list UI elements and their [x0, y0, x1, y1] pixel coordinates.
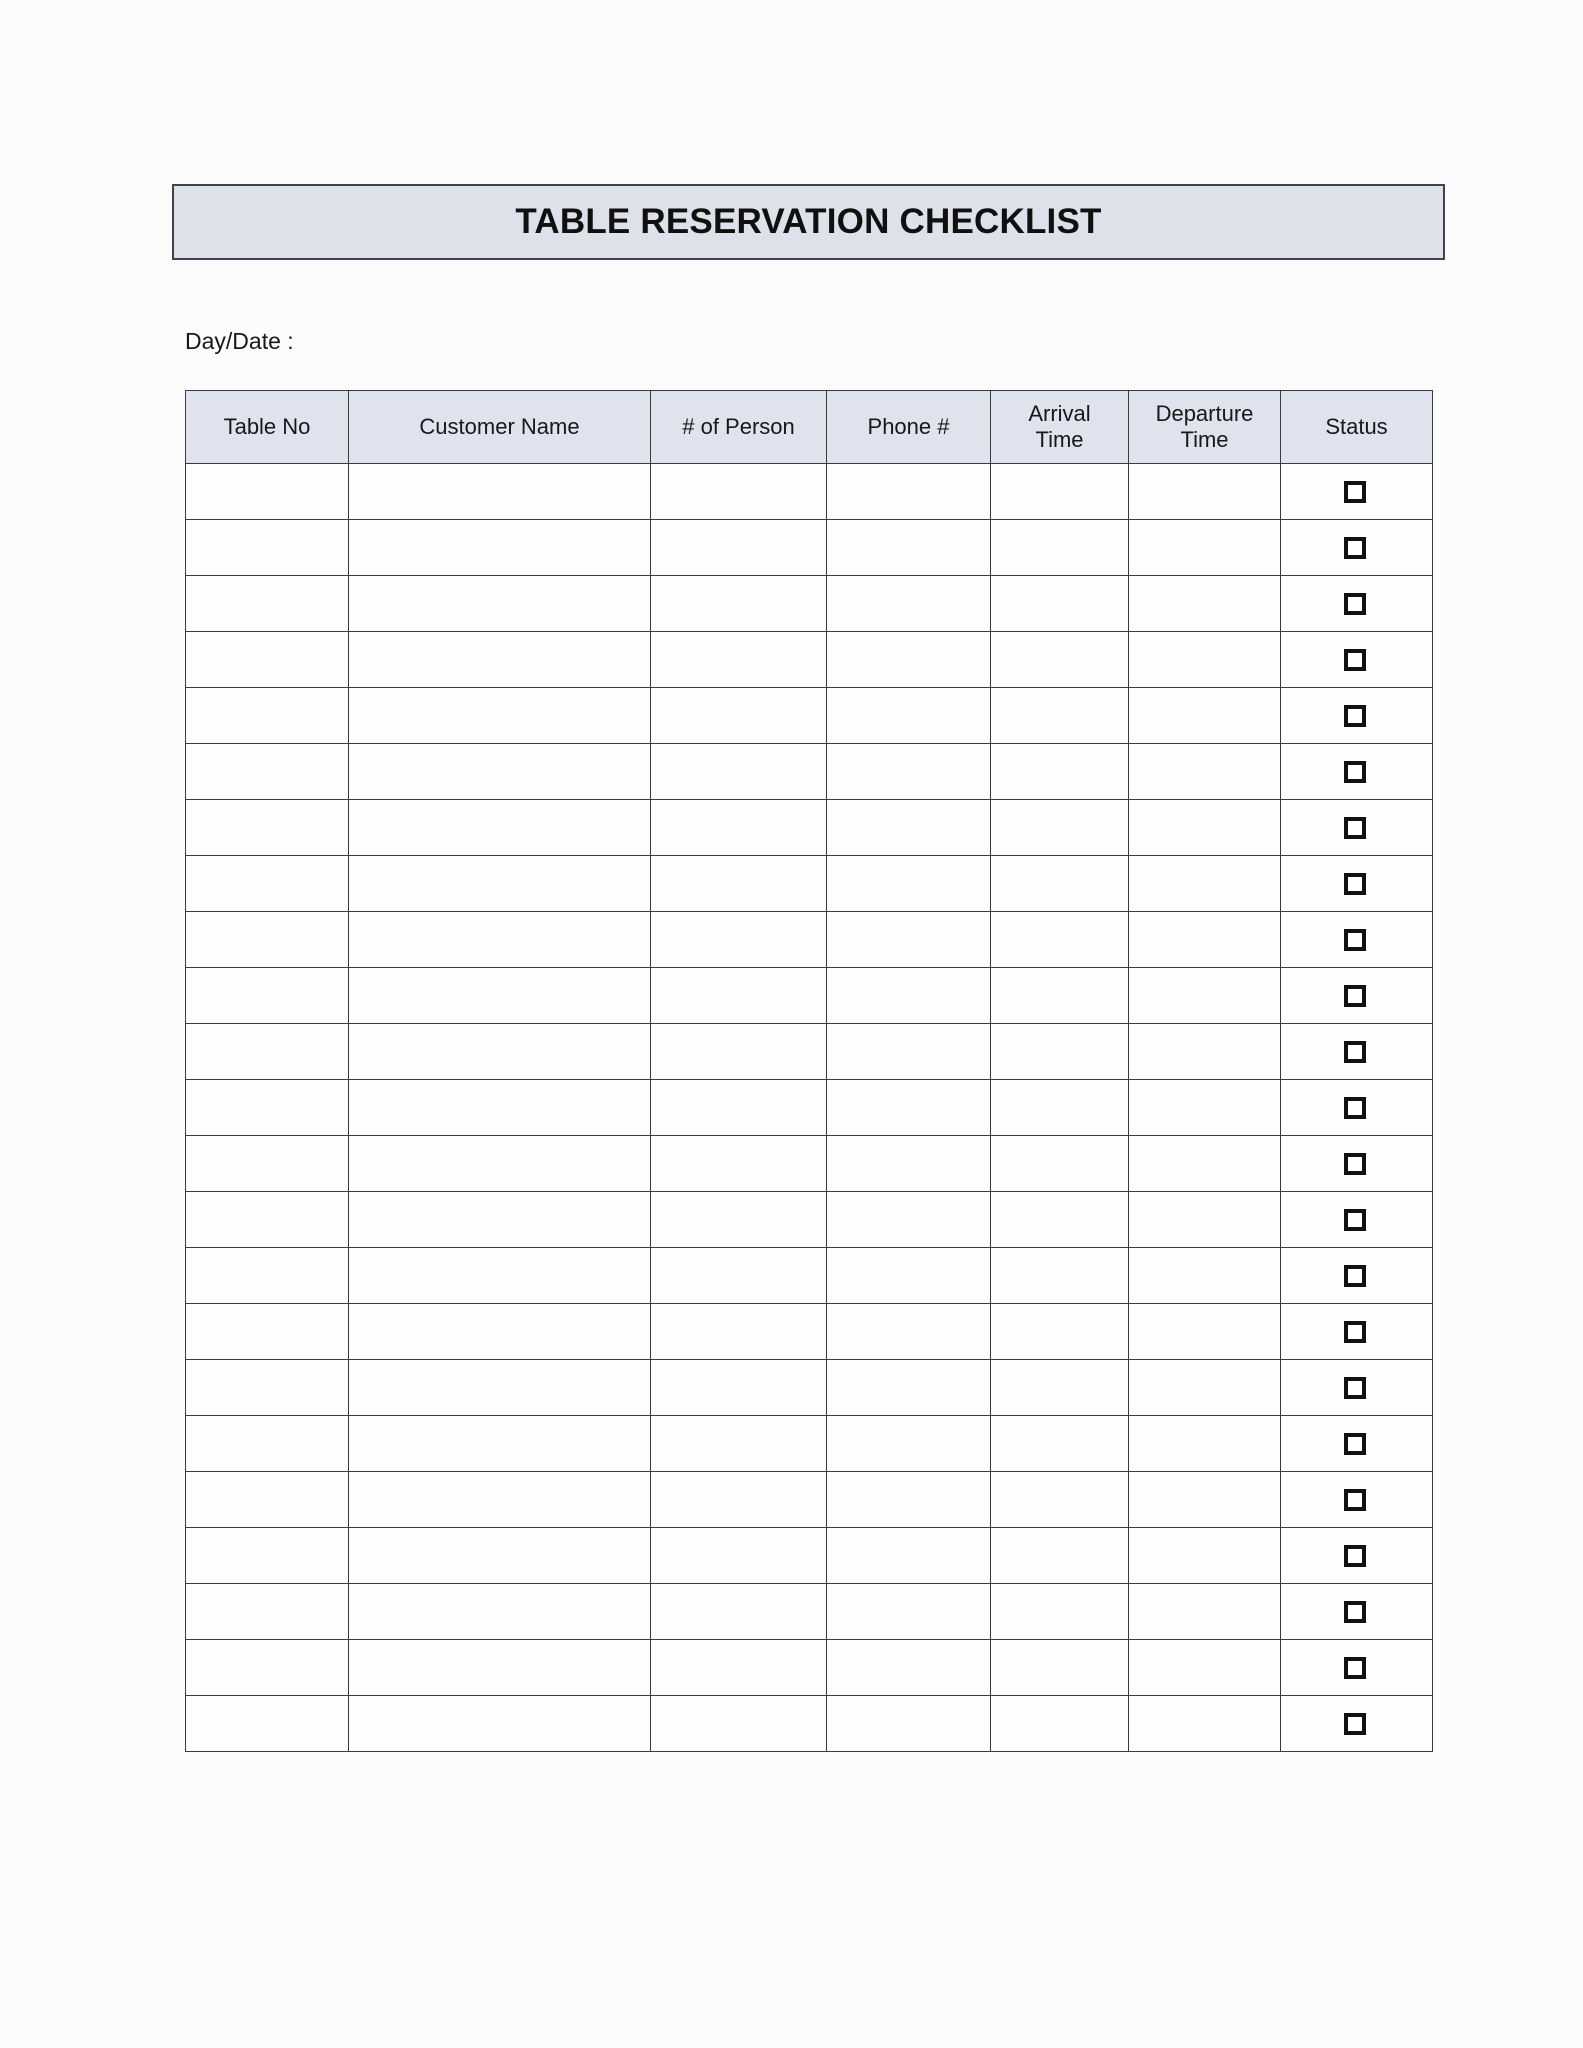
cell-customer-name[interactable]: [349, 1528, 651, 1584]
cell-status[interactable]: [1281, 856, 1433, 912]
status-checkbox-icon[interactable]: [1344, 1601, 1366, 1623]
cell-phone[interactable]: [827, 800, 991, 856]
cell-status[interactable]: [1281, 576, 1433, 632]
column-header-departure-time: [1129, 391, 1281, 464]
cell-customer-name[interactable]: [349, 1024, 651, 1080]
cell-arrival-time[interactable]: [991, 520, 1129, 576]
cell-num-of-person[interactable]: [651, 1640, 827, 1696]
cell-table-no[interactable]: [186, 1192, 349, 1248]
table-row: [186, 520, 1433, 576]
cell-table-no[interactable]: [186, 1080, 349, 1136]
table-row: [186, 800, 1433, 856]
cell-num-of-person[interactable]: [651, 576, 827, 632]
cell-phone[interactable]: [827, 1528, 991, 1584]
cell-arrival-time[interactable]: [991, 856, 1129, 912]
status-checkbox-icon[interactable]: [1344, 761, 1366, 783]
cell-departure-time[interactable]: [1129, 800, 1281, 856]
table-row: [186, 1136, 1433, 1192]
table-row: [186, 912, 1433, 968]
cell-phone[interactable]: [827, 1304, 991, 1360]
cell-arrival-time[interactable]: [991, 912, 1129, 968]
cell-arrival-time[interactable]: [991, 1024, 1129, 1080]
table-row: [186, 1472, 1433, 1528]
cell-customer-name[interactable]: [349, 744, 651, 800]
cell-status[interactable]: [1281, 912, 1433, 968]
cell-status[interactable]: [1281, 1192, 1433, 1248]
cell-table-no[interactable]: [186, 912, 349, 968]
status-checkbox-icon[interactable]: [1344, 593, 1366, 615]
table-row: [186, 1360, 1433, 1416]
cell-arrival-time[interactable]: [991, 1528, 1129, 1584]
cell-table-no[interactable]: [186, 1248, 349, 1304]
cell-departure-time[interactable]: [1129, 1248, 1281, 1304]
table-row: [186, 1584, 1433, 1640]
status-checkbox-icon[interactable]: [1344, 1713, 1366, 1735]
cell-departure-time[interactable]: [1129, 856, 1281, 912]
cell-num-of-person[interactable]: [651, 1080, 827, 1136]
cell-status[interactable]: [1281, 688, 1433, 744]
table-row: [186, 1192, 1433, 1248]
cell-status[interactable]: [1281, 1640, 1433, 1696]
cell-departure-time[interactable]: [1129, 1192, 1281, 1248]
cell-arrival-time[interactable]: [991, 1136, 1129, 1192]
cell-table-no[interactable]: [186, 968, 349, 1024]
cell-num-of-person[interactable]: [651, 856, 827, 912]
status-checkbox-icon[interactable]: [1344, 1321, 1366, 1343]
cell-status[interactable]: [1281, 1304, 1433, 1360]
cell-departure-time[interactable]: [1129, 1304, 1281, 1360]
cell-status[interactable]: [1281, 800, 1433, 856]
table-row: [186, 464, 1433, 520]
cell-arrival-time[interactable]: [991, 688, 1129, 744]
cell-arrival-time[interactable]: [991, 1416, 1129, 1472]
departure-time-line-2: Time: [1180, 427, 1229, 452]
cell-status[interactable]: [1281, 1416, 1433, 1472]
cell-customer-name[interactable]: [349, 1192, 651, 1248]
cell-table-no[interactable]: [186, 1024, 349, 1080]
cell-customer-name[interactable]: [349, 1696, 651, 1752]
cell-num-of-person[interactable]: [651, 520, 827, 576]
status-checkbox-icon[interactable]: [1344, 649, 1366, 671]
cell-departure-time[interactable]: [1129, 1640, 1281, 1696]
cell-departure-time[interactable]: [1129, 632, 1281, 688]
cell-table-no[interactable]: [186, 1472, 349, 1528]
cell-arrival-time[interactable]: [991, 1360, 1129, 1416]
table-row: [186, 1080, 1433, 1136]
cell-table-no[interactable]: [186, 1640, 349, 1696]
status-checkbox-icon[interactable]: [1344, 817, 1366, 839]
cell-num-of-person[interactable]: [651, 1584, 827, 1640]
cell-departure-time[interactable]: [1129, 1416, 1281, 1472]
cell-num-of-person[interactable]: [651, 464, 827, 520]
cell-customer-name[interactable]: [349, 1360, 651, 1416]
arrival-time-line-1: Arrival: [1028, 401, 1091, 427]
cell-phone[interactable]: [827, 520, 991, 576]
cell-phone[interactable]: [827, 1360, 991, 1416]
cell-num-of-person[interactable]: [651, 912, 827, 968]
cell-customer-name[interactable]: [349, 1584, 651, 1640]
cell-phone[interactable]: [827, 1080, 991, 1136]
cell-arrival-time[interactable]: [991, 1696, 1129, 1752]
table-row: [186, 1528, 1433, 1584]
cell-phone[interactable]: [827, 1640, 991, 1696]
column-header-phone: Phone #: [827, 391, 991, 464]
cell-table-no[interactable]: [186, 856, 349, 912]
cell-num-of-person[interactable]: [651, 632, 827, 688]
cell-arrival-time[interactable]: [991, 968, 1129, 1024]
cell-num-of-person[interactable]: [651, 1472, 827, 1528]
cell-num-of-person[interactable]: [651, 1528, 827, 1584]
cell-customer-name[interactable]: [349, 1248, 651, 1304]
table-row: [186, 1416, 1433, 1472]
cell-departure-time[interactable]: [1129, 1024, 1281, 1080]
cell-status[interactable]: [1281, 1080, 1433, 1136]
cell-status[interactable]: [1281, 744, 1433, 800]
cell-phone[interactable]: [827, 968, 991, 1024]
cell-arrival-time[interactable]: [991, 744, 1129, 800]
cell-num-of-person[interactable]: [651, 800, 827, 856]
table-row: [186, 1304, 1433, 1360]
cell-arrival-time[interactable]: [991, 800, 1129, 856]
status-checkbox-icon[interactable]: [1344, 1041, 1366, 1063]
status-checkbox-icon[interactable]: [1344, 929, 1366, 951]
cell-arrival-time[interactable]: [991, 1248, 1129, 1304]
cell-table-no[interactable]: [186, 1416, 349, 1472]
table-row: [186, 576, 1433, 632]
cell-num-of-person[interactable]: [651, 1416, 827, 1472]
table-body: [186, 464, 1433, 1752]
cell-phone[interactable]: [827, 1696, 991, 1752]
cell-customer-name[interactable]: [349, 1640, 651, 1696]
cell-table-no[interactable]: [186, 1696, 349, 1752]
cell-table-no[interactable]: [186, 1528, 349, 1584]
cell-arrival-time[interactable]: [991, 1640, 1129, 1696]
cell-phone[interactable]: [827, 1248, 991, 1304]
cell-status[interactable]: [1281, 1528, 1433, 1584]
table-row: [186, 632, 1433, 688]
status-checkbox-icon[interactable]: [1344, 1377, 1366, 1399]
column-header-customer-name: Customer Name: [349, 391, 651, 464]
cell-arrival-time[interactable]: [991, 1304, 1129, 1360]
cell-num-of-person[interactable]: [651, 1248, 827, 1304]
status-checkbox-icon[interactable]: [1344, 705, 1366, 727]
cell-status[interactable]: [1281, 1360, 1433, 1416]
cell-status[interactable]: [1281, 1696, 1433, 1752]
cell-num-of-person[interactable]: [651, 1136, 827, 1192]
status-checkbox-icon[interactable]: [1344, 1433, 1366, 1455]
cell-phone[interactable]: [827, 1192, 991, 1248]
page-title: TABLE RESERVATION CHECKLIST: [515, 202, 1102, 241]
cell-phone[interactable]: [827, 1472, 991, 1528]
cell-customer-name[interactable]: [349, 800, 651, 856]
status-checkbox-icon[interactable]: [1344, 873, 1366, 895]
day-date-label: Day/Date :: [185, 328, 294, 354]
cell-num-of-person[interactable]: [651, 1024, 827, 1080]
cell-departure-time[interactable]: [1129, 912, 1281, 968]
cell-customer-name[interactable]: [349, 1472, 651, 1528]
cell-departure-time[interactable]: [1129, 1472, 1281, 1528]
table-header: [186, 391, 1433, 464]
cell-table-no[interactable]: [186, 1304, 349, 1360]
cell-table-no[interactable]: [186, 632, 349, 688]
status-checkbox-icon[interactable]: [1344, 1209, 1366, 1231]
status-checkbox-icon[interactable]: [1344, 1153, 1366, 1175]
cell-departure-time[interactable]: [1129, 1696, 1281, 1752]
cell-phone[interactable]: [827, 1416, 991, 1472]
column-header-table-no: Table No: [186, 391, 349, 464]
table-row: [186, 968, 1433, 1024]
cell-status[interactable]: [1281, 1584, 1433, 1640]
cell-num-of-person[interactable]: [651, 1304, 827, 1360]
cell-table-no[interactable]: [186, 520, 349, 576]
cell-customer-name[interactable]: [349, 1304, 651, 1360]
cell-num-of-person[interactable]: [651, 1360, 827, 1416]
cell-phone[interactable]: [827, 576, 991, 632]
cell-departure-time[interactable]: [1129, 1528, 1281, 1584]
cell-phone[interactable]: [827, 464, 991, 520]
cell-departure-time[interactable]: [1129, 1360, 1281, 1416]
cell-customer-name[interactable]: [349, 576, 651, 632]
cell-phone[interactable]: [827, 688, 991, 744]
table-row: [186, 1640, 1433, 1696]
status-checkbox-icon[interactable]: [1344, 1489, 1366, 1511]
cell-customer-name[interactable]: [349, 464, 651, 520]
cell-table-no[interactable]: [186, 688, 349, 744]
cell-arrival-time[interactable]: [991, 1080, 1129, 1136]
cell-status[interactable]: [1281, 520, 1433, 576]
cell-customer-name[interactable]: [349, 968, 651, 1024]
cell-customer-name[interactable]: [349, 632, 651, 688]
cell-table-no[interactable]: [186, 464, 349, 520]
cell-num-of-person[interactable]: [651, 1192, 827, 1248]
status-checkbox-icon[interactable]: [1344, 1265, 1366, 1287]
cell-table-no[interactable]: [186, 744, 349, 800]
cell-customer-name[interactable]: [349, 1080, 651, 1136]
cell-arrival-time[interactable]: [991, 632, 1129, 688]
cell-phone[interactable]: [827, 1024, 991, 1080]
cell-arrival-time[interactable]: [991, 464, 1129, 520]
cell-departure-time[interactable]: [1129, 744, 1281, 800]
table-row: [186, 744, 1433, 800]
cell-arrival-time[interactable]: [991, 1584, 1129, 1640]
cell-departure-time[interactable]: [1129, 576, 1281, 632]
table-row: [186, 1248, 1433, 1304]
cell-num-of-person[interactable]: [651, 744, 827, 800]
column-header-arrival-time: [991, 391, 1129, 464]
cell-status[interactable]: [1281, 632, 1433, 688]
cell-phone[interactable]: [827, 632, 991, 688]
cell-status[interactable]: [1281, 968, 1433, 1024]
cell-customer-name[interactable]: [349, 688, 651, 744]
cell-departure-time[interactable]: [1129, 1136, 1281, 1192]
reservation-table: [185, 390, 1433, 1752]
status-checkbox-icon[interactable]: [1344, 481, 1366, 503]
cell-arrival-time[interactable]: [991, 1192, 1129, 1248]
column-header-status: Status: [1281, 391, 1433, 464]
cell-customer-name[interactable]: [349, 856, 651, 912]
cell-table-no[interactable]: [186, 1584, 349, 1640]
cell-status[interactable]: [1281, 464, 1433, 520]
cell-customer-name[interactable]: [349, 1416, 651, 1472]
cell-departure-time[interactable]: [1129, 968, 1281, 1024]
status-checkbox-icon[interactable]: [1344, 1545, 1366, 1567]
cell-departure-time[interactable]: [1129, 1080, 1281, 1136]
status-checkbox-icon[interactable]: [1344, 1097, 1366, 1119]
cell-phone[interactable]: [827, 1584, 991, 1640]
cell-phone[interactable]: [827, 1136, 991, 1192]
cell-departure-time[interactable]: [1129, 1584, 1281, 1640]
cell-customer-name[interactable]: [349, 1136, 651, 1192]
cell-status[interactable]: [1281, 1472, 1433, 1528]
cell-table-no[interactable]: [186, 800, 349, 856]
cell-status[interactable]: [1281, 1024, 1433, 1080]
cell-status[interactable]: [1281, 1136, 1433, 1192]
cell-arrival-time[interactable]: [991, 1472, 1129, 1528]
cell-phone[interactable]: [827, 744, 991, 800]
table-row: [186, 856, 1433, 912]
cell-customer-name[interactable]: [349, 912, 651, 968]
table-row: [186, 688, 1433, 744]
page-title-banner: [172, 184, 1445, 260]
departure-time-line-1: Departure: [1155, 401, 1254, 427]
cell-status[interactable]: [1281, 1248, 1433, 1304]
table-header-row: [186, 391, 1433, 464]
cell-num-of-person[interactable]: [651, 968, 827, 1024]
cell-phone[interactable]: [827, 856, 991, 912]
cell-departure-time[interactable]: [1129, 464, 1281, 520]
status-checkbox-icon[interactable]: [1344, 1657, 1366, 1679]
cell-table-no[interactable]: [186, 1136, 349, 1192]
status-checkbox-icon[interactable]: [1344, 537, 1366, 559]
cell-arrival-time[interactable]: [991, 576, 1129, 632]
cell-table-no[interactable]: [186, 576, 349, 632]
cell-customer-name[interactable]: [349, 520, 651, 576]
cell-num-of-person[interactable]: [651, 688, 827, 744]
cell-departure-time[interactable]: [1129, 520, 1281, 576]
table-row: [186, 1696, 1433, 1752]
status-checkbox-icon[interactable]: [1344, 985, 1366, 1007]
cell-departure-time[interactable]: [1129, 688, 1281, 744]
cell-table-no[interactable]: [186, 1360, 349, 1416]
day-date-field: [185, 328, 294, 355]
column-header-num-of-person: # of Person: [651, 391, 827, 464]
arrival-time-line-2: Time: [1035, 427, 1084, 452]
table-row: [186, 1024, 1433, 1080]
cell-phone[interactable]: [827, 912, 991, 968]
cell-num-of-person[interactable]: [651, 1696, 827, 1752]
